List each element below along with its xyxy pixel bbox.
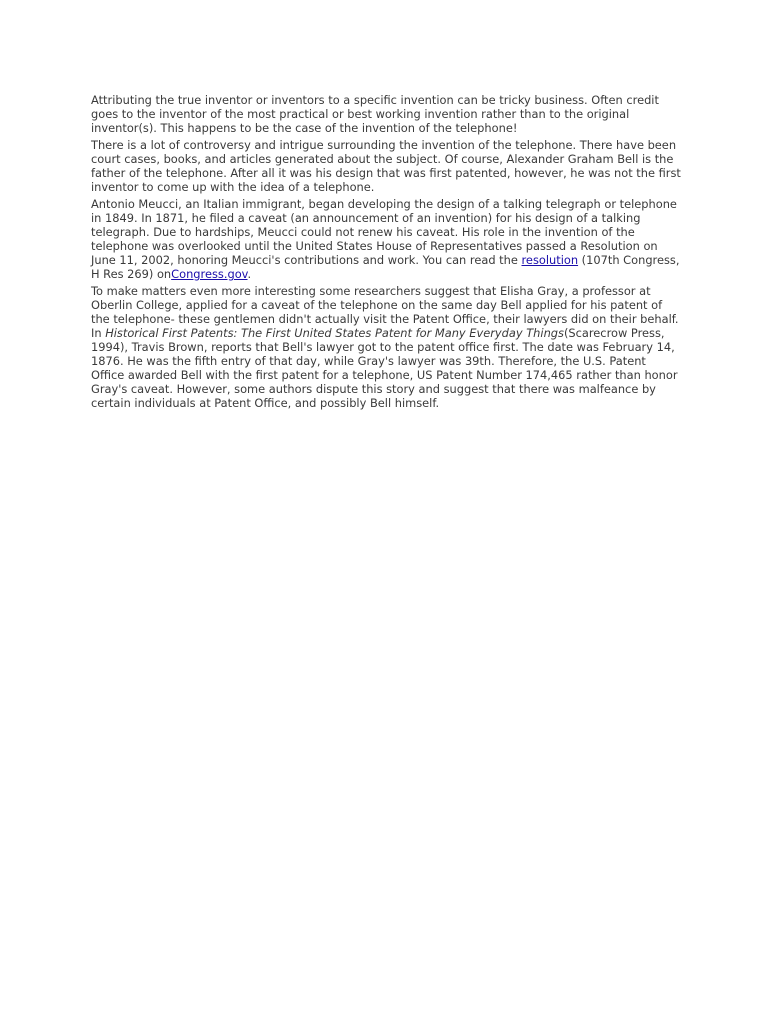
document-body [91,93,681,413]
paragraph-meucci [91,197,681,282]
gray-text-before: To make matters even more interesting some researchers suggest that Elisha Gray, a professor at Oberlin College, applied for a caveat of the telephone on the same day Bell applied for his patent of the telephone- these gentlemen didn't actually visit the Patent Office, their lawyers did on their behalf. In [91,283,679,340]
resolution-link[interactable]: resolution [521,253,579,268]
paragraph-gray [91,284,681,411]
gray-text-after: (Scarecrow Press, 1994), Travis Brown, reports that Bell's lawyer got to the patent office first. The date was February 14, 1876. He was the fifth entry of that day, while Gray's lawyer was 39th. Therefore, the U.S. Patent Office awarded Bell with the first patent for a telephone, US Patent Number 174,465 rather than honor Gray's caveat. However, some authors dispute this story and suggest that there was malfeance by certain individuals at Patent Office, and possibly Bell himself. [91,326,678,411]
congress-gov-link[interactable]: Congress.gov [171,267,248,282]
paragraph-controversy: There is a lot of controversy and intrigue surrounding the invention of the telephone. There have been court cases, books, and articles generated about the subject. Of course, Alexander Graham Bell is the father of the telephone. After all it was his design that was first patented, however, he was not the first inventor to come up with the idea of a telephone. [91,137,681,195]
paragraph-attribution: Attributing the true inventor or inventors to a specific invention can be tricky business. Often credit goes to the inventor of the most practical or best working invention rather than to the original inventor(s). This happens to be the case of the invention of the telephone! [91,93,659,136]
meucci-text-after: . [247,267,252,282]
meucci-text-middle: (107th Congress, H Res 269) on [91,253,680,282]
meucci-text-before: Antonio Meucci, an Italian immigrant, began developing the design of a talking telegraph or telephone in 1849. In 1871, he filed a caveat (an announcement of an invention) for his design of a talking telegraph. Due to hardships, Meucci could not renew his caveat. His role in the invention of the telephone was overlooked until the United States House of Representatives passed a Resolution on June 11, 2002, honoring Meucci's contributions and work. You can read the [91,196,677,268]
book-title: Historical First Patents: The First United States Patent for Many Everyday Things [105,326,564,340]
